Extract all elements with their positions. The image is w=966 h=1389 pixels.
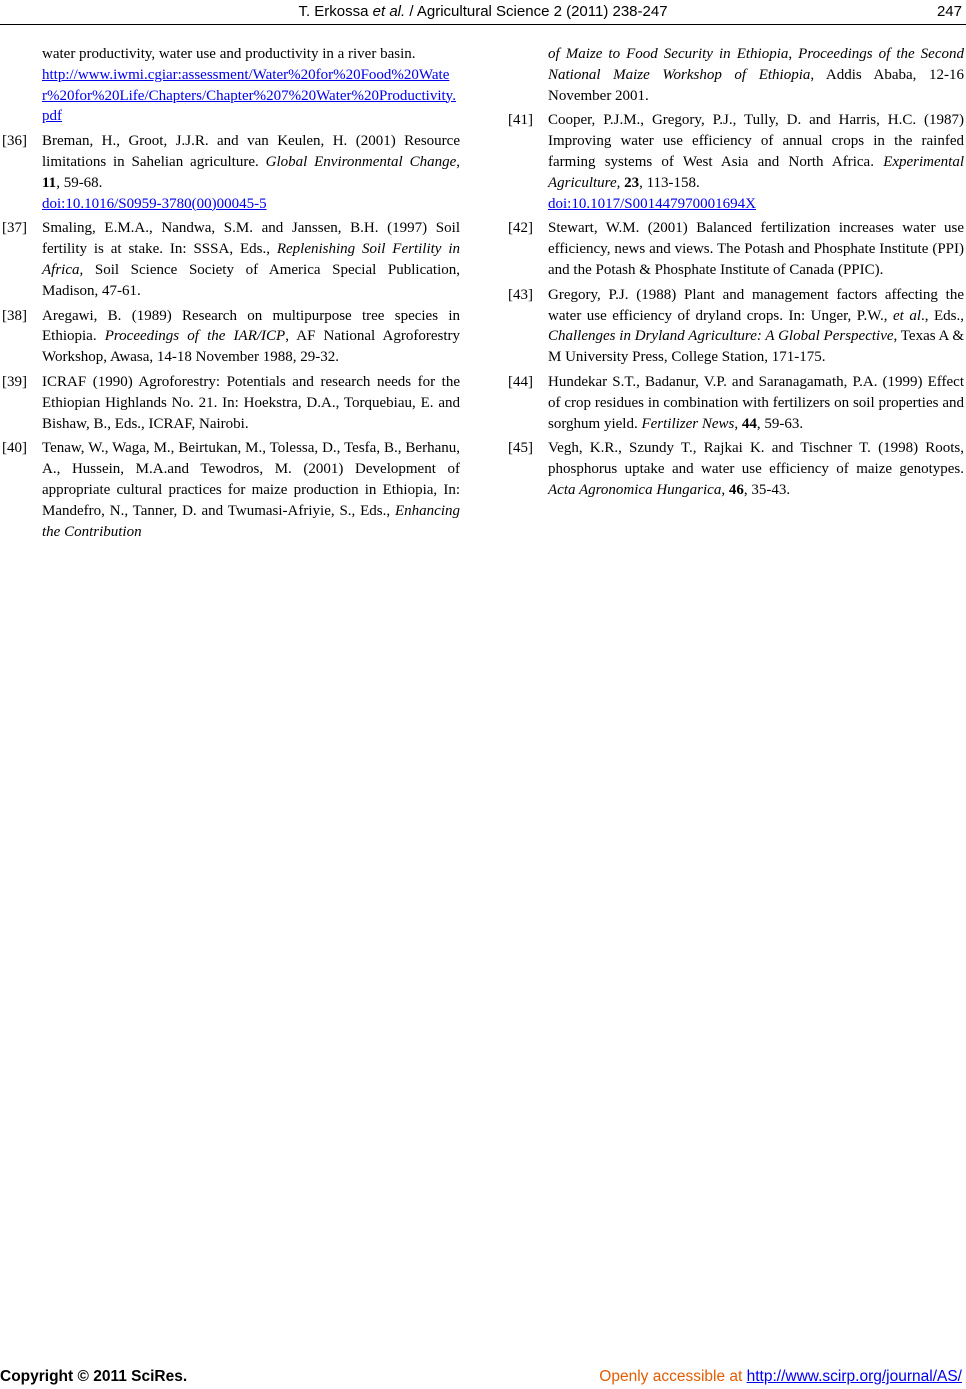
reference-38: [2, 306, 460, 368]
left-column: [2, 44, 460, 546]
reference-text: , AF National Agroforestry Workshop, Awasa, 14-18 November 1988, 29-32.: [42, 328, 460, 366]
journal-name: Global Environmental Change: [265, 153, 457, 170]
reference-text: , Texas A & M University Press, College Station, 171-175.: [548, 328, 964, 366]
reference-42: [508, 218, 964, 280]
reference-continuation: [508, 44, 964, 106]
reference-number: [38]: [2, 307, 27, 324]
reference-text: , Addis Ababa, 12-16 November 2001.: [548, 66, 964, 104]
page-footer: [0, 1366, 966, 1388]
header-rule: [0, 24, 966, 25]
reference-text: Cooper, P.J.M., Gregory, P.J., Tully, D. and Harris, H.C. (1987) Improving water use efficiency of annual crops in the rainfed farming systems of West Asia and North Africa.: [548, 112, 964, 170]
book-title: Challenges in Dryland Agriculture: A Global Perspective: [548, 328, 894, 345]
running-title: [0, 3, 966, 20]
reference-43: [508, 285, 964, 368]
volume: 11: [42, 174, 57, 191]
reference-text: Hundekar S.T., Badanur, V.P. and Saranagamath, P.A. (1999) Effect of crop residues in combination with fertilizers on soil properties and sorghum yield.: [548, 373, 964, 432]
reference-text: , 59-68.: [56, 174, 103, 191]
reference-text: Tenaw, W., Waga, M., Beirtukan, M., Tolessa, D., Tesfa, B., Berhanu, A., Hussein, M.A.and Tewodros, M. (2001) Development of appropriate cultural practices for maize production in Ethiopia, In: Mandefro, N., Tanner, D. and Twumasi-Afriyie, S., Eds.,: [42, 440, 460, 519]
reference-text: ,: [721, 481, 729, 498]
reference-text: water productivity, water use and productivity in a river basin.: [42, 46, 416, 62]
reference-37: [2, 218, 460, 301]
reference-text: Aregawi, B. (1989) Research on multipurpose tree species in Ethiopia.: [42, 307, 460, 345]
reference-39: [2, 372, 460, 434]
reference-continuation: [2, 44, 460, 127]
proceedings-title: Proceedings of the IAR/ICP: [104, 328, 286, 345]
page-number: 247: [936, 3, 962, 20]
reference-text: ICRAF (1990) Agroforestry: Potentials and research needs for the Ethiopian Highlands No. 21. In: Hoekstra, D.A., Torquebiau, E. and Bishaw, B., Eds., ICRAF, Nairobi.: [42, 373, 460, 432]
reference-number: [37]: [2, 220, 27, 237]
reference-number: [40]: [2, 440, 27, 457]
reference-number: [45]: [508, 440, 533, 457]
reference-text: Smaling, E.M.A., Nandwa, S.M. and Janssen, B.H. (1997) Soil fertility is at stake. In: SSSA, Eds.,: [42, 220, 460, 258]
right-column: [508, 44, 964, 505]
reference-text: Vegh, K.R., Szundy T., Rajkai K. and Tischner T. (1998) Roots, phosphorus uptake and water use efficiency of maize genotypes.: [548, 440, 964, 478]
reference-45: [508, 438, 964, 500]
reference-41: [508, 110, 964, 214]
doi-link[interactable]: doi:10.1017/S001447970001694X: [548, 195, 756, 212]
book-title: Enhancing the Contribution: [42, 502, 460, 540]
header-etal: et al.: [372, 3, 406, 20]
access-text: Openly accessible at: [599, 1368, 747, 1385]
proceedings-title: Proceedings of the Second National Maize Workshop of Ethiopia: [548, 46, 964, 83]
reference-text: , 35-43.: [743, 481, 791, 498]
reference-44: [508, 372, 964, 434]
book-title: of Maize to Food Security in Ethiopia: [548, 46, 789, 62]
reference-text: ,: [456, 153, 460, 170]
doi-link[interactable]: doi:10.1016/S0959-3780(00)00045-5: [42, 195, 267, 212]
reference-text: , 113-158.: [639, 174, 700, 191]
reference-text: ,: [788, 46, 799, 62]
etal: et al: [893, 307, 922, 324]
reference-text: ,: [734, 415, 742, 432]
reference-text: ,: [616, 174, 625, 191]
reference-text: , 59-63.: [756, 415, 804, 432]
reference-number: [43]: [508, 286, 533, 303]
reference-36: [2, 131, 460, 214]
header-authors: T. Erkossa: [298, 3, 369, 20]
running-header: [0, 0, 966, 28]
copyright-notice: Copyright © 2011 SciRes.: [0, 1368, 188, 1385]
reference-number: [42]: [508, 220, 533, 237]
reference-text: Breman, H., Groot, J.J.R. and van Keulen, H. (2001) Resource limitations in Sahelian agriculture.: [42, 133, 460, 170]
book-title: Replenishing Soil Fertility in Africa: [42, 241, 460, 278]
volume: 44: [741, 415, 757, 432]
volume: 23: [624, 174, 640, 191]
reference-text: Gregory, P.J. (1988) Plant and management factors affecting the water use efficiency of dryland crops. In: Unger, P.W.,: [548, 286, 964, 324]
reference-text: Stewart, W.M. (2001) Balanced fertilization increases water use efficiency, news and views. The Potash and Phosphate Institute (PPI) and the Potash & Phosphate Institute of Canada (PPIC).: [548, 220, 964, 278]
reference-text: , Soil Science Society of America Special Publication, Madison, 47-61.: [42, 261, 460, 299]
journal-url-link[interactable]: http://www.scirp.org/journal/AS/: [746, 1368, 962, 1385]
journal-name: Acta Agronomica Hungarica: [548, 481, 722, 498]
reference-number: [44]: [508, 373, 533, 390]
reference-40: [2, 438, 460, 542]
reference-number: [36]: [2, 133, 27, 150]
reference-number: [39]: [2, 373, 27, 390]
reference-text: ., Eds.,: [921, 307, 965, 324]
journal-name: Fertilizer News: [641, 415, 735, 432]
volume: 46: [728, 481, 744, 498]
reference-url-link[interactable]: http://www.iwmi.cgiar:assessment/Water%20for%20Food%20Water%20for%20Life/Chapters/Chapter%207%20Water%20Productivity.pdf: [42, 66, 456, 125]
access-notice: [599, 1368, 962, 1386]
journal-name: Experimental Agriculture: [548, 153, 964, 191]
header-journal: / Agricultural Science 2 (2011) 238-247: [405, 3, 668, 20]
reference-number: [41]: [508, 112, 533, 129]
